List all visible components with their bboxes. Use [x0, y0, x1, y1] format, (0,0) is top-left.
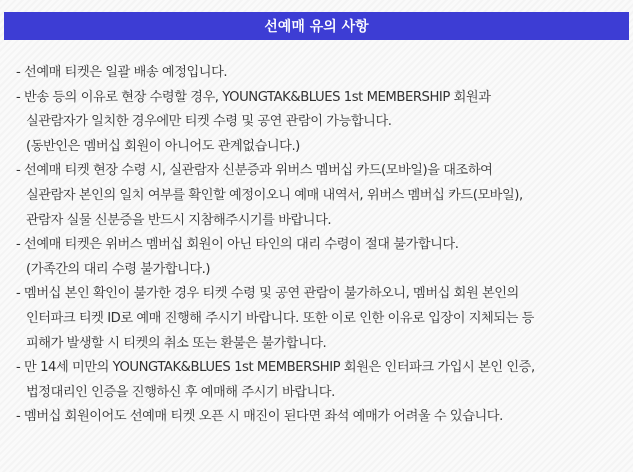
section-header [4, 12, 629, 40]
notice-line: 법정대리인 인증을 진행하신 후 예매해 주시기 바랍니다. [26, 384, 335, 400]
notice-line: 인터파크 티켓 ID로 예매 진행해 주시기 바랍니다. 또한 이로 인한 이유로 입장이 지체되는 등 [26, 310, 534, 326]
notice-item [16, 356, 628, 405]
notice-line: 피해가 발생할 시 티켓의 취소 또는 환불은 불가합니다. [26, 335, 327, 351]
notice-item [16, 86, 628, 160]
notice-line: - 만 14세 미만의 YOUNGTAK&BLUES 1st MEMBERSHIP 회원은 인터파크 가입시 본인 인증, [16, 360, 535, 376]
notice-line: (동반인은 멤버십 회원이 아니어도 관계없습니다.) [26, 138, 300, 154]
notice-line: 관람자 실물 신분증을 반드시 지참해주시기를 바랍니다. [26, 212, 332, 228]
notice-item [16, 159, 628, 233]
section-title: 선예매 유의 사항 [264, 19, 369, 35]
notice-line: - 반송 등의 이유로 현장 수령할 경우, YOUNGTAK&BLUES 1st MEMBERSHIP 회원과 [16, 89, 491, 105]
notice-list [16, 61, 628, 430]
notice-line: - 멤버십 회원이어도 선예매 티켓 오픈 시 매진이 된다면 좌석 예매가 어려울 수 있습니다. [16, 409, 503, 425]
notice-line: - 선예매 티켓은 일괄 배송 예정입니다. [16, 65, 228, 80]
notice-line: - 선예매 티켓 현장 수령 시, 실관람자 신분증과 위버스 멤버십 카드(모바일)을 대조하여 [16, 163, 493, 179]
notice-item [16, 405, 628, 430]
notice-line: - 선예매 티켓은 위버스 멤버십 회원이 아닌 타인의 대리 수령이 절대 불가합니다. [16, 237, 459, 253]
notice-item [16, 282, 628, 356]
notice-line: 실관람자 본인의 일치 여부를 확인할 예정이오니 예매 내역서, 위버스 멤버십 카드(모바일), [26, 187, 523, 203]
notice-line: (가족간의 대리 수령 불가합니다.) [26, 261, 211, 277]
notice-line: 실관람자가 일치한 경우에만 티켓 수령 및 공연 관람이 가능합니다. [26, 114, 392, 130]
notice-item [16, 61, 628, 86]
notice-item [16, 233, 628, 282]
notice-line: - 멤버십 본인 확인이 불가한 경우 티켓 수령 및 공연 관람이 불가하오니, 멤버십 회원 본인의 [16, 286, 519, 302]
